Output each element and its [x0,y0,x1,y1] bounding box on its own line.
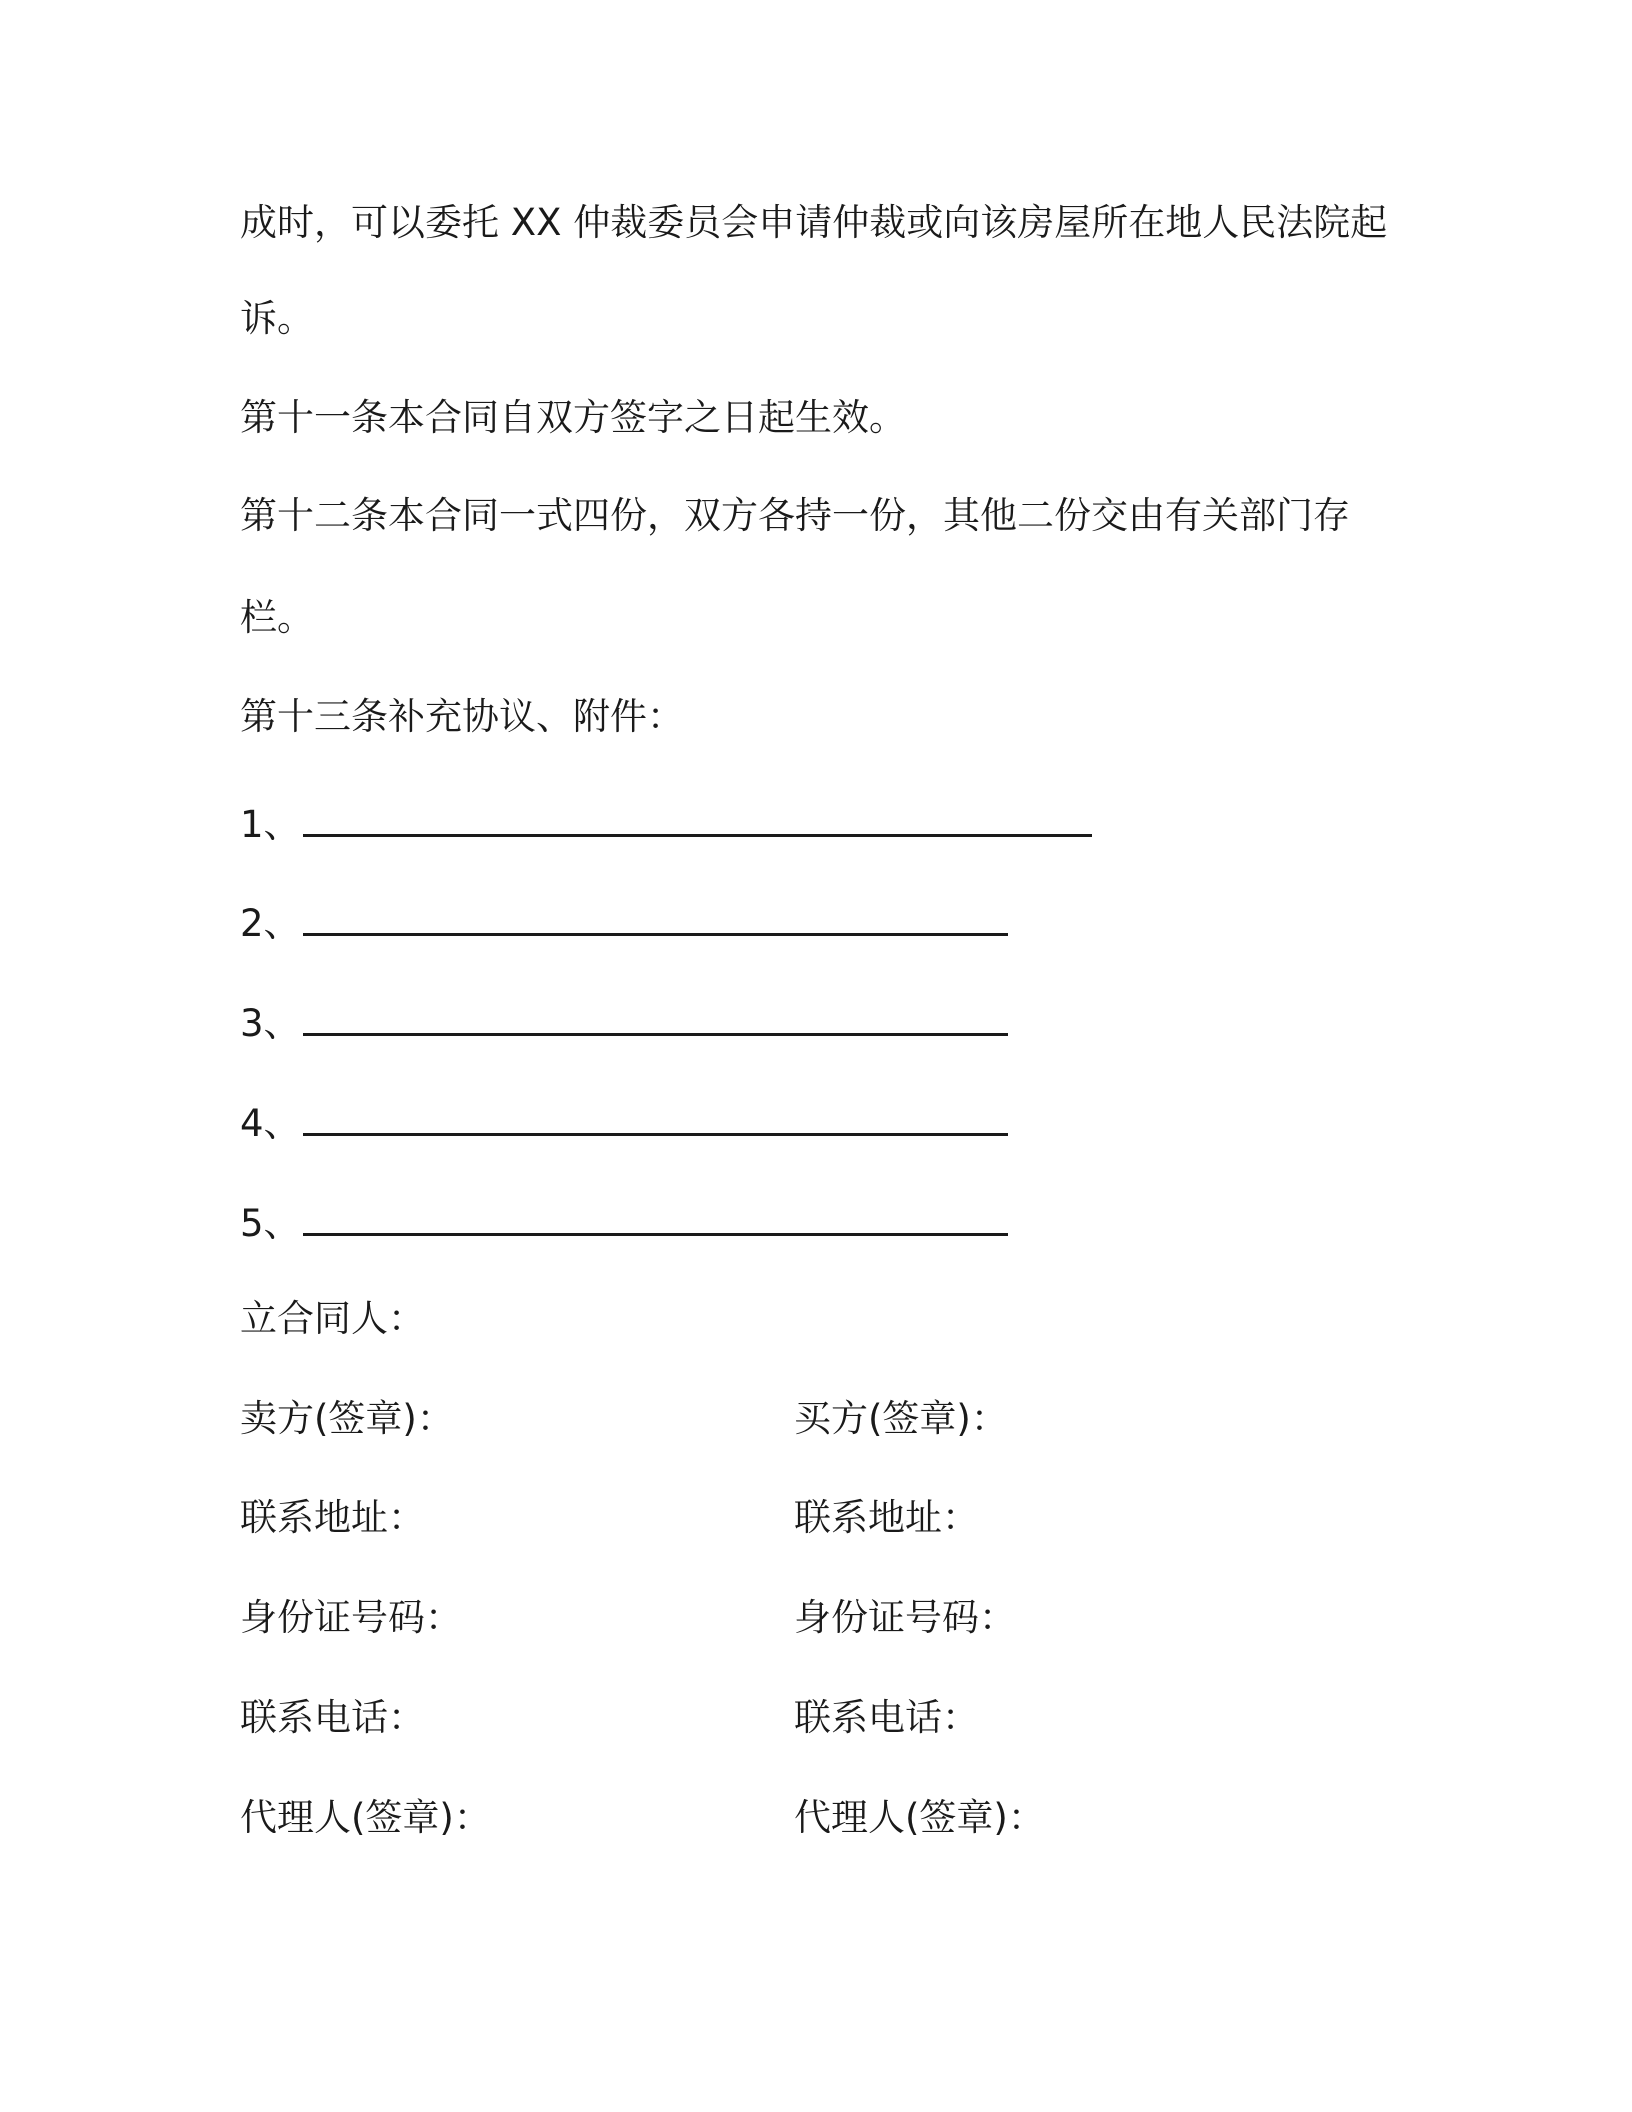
attachment-line-4 [240,1100,1008,1148]
article-13: 第十三条补充协议、附件： [240,695,684,738]
seller-address-label: 联系地址： [240,1496,425,1539]
seller-phone-label: 联系电话： [240,1696,425,1739]
blank-underline [303,804,1092,837]
attachment-number: 3、 [240,1002,301,1045]
attachment-number: 1、 [240,803,301,846]
buyer-agent-label: 代理人(签章)： [794,1796,1045,1839]
blank-underline [303,1103,1008,1136]
attachment-line-5 [240,1200,1008,1248]
attachment-number: 5、 [240,1202,301,1245]
attachment-line-1 [240,801,1092,849]
article-12-line1: 第十二条本合同一式四份，双方各持一份，其他二份交由有关部门存 [240,494,1350,537]
blank-underline [303,1203,1008,1236]
article-12-line2: 栏。 [240,596,314,639]
buyer-phone-label: 联系电话： [794,1696,979,1739]
buyer-id-label: 身份证号码： [794,1596,1016,1639]
seller-sign-label: 卖方(签章)： [240,1397,454,1440]
blank-underline [303,903,1008,936]
buyer-sign-label: 买方(签章)： [794,1397,1008,1440]
paragraph-dispute-line1: 成时，可以委托 XX 仲裁委员会申请仲裁或向该房屋所在地人民法院起 [240,201,1388,244]
attachment-line-2 [240,900,1008,948]
seller-id-label: 身份证号码： [240,1596,462,1639]
signatories-heading: 立合同人： [240,1297,425,1340]
attachment-number: 2、 [240,902,301,945]
seller-agent-label: 代理人(签章)： [240,1796,491,1839]
blank-underline [303,1003,1008,1036]
attachment-line-3 [240,1000,1008,1048]
paragraph-dispute-line2: 诉。 [240,297,314,340]
buyer-address-label: 联系地址： [794,1496,979,1539]
attachment-number: 4、 [240,1102,301,1145]
article-11: 第十一条本合同自双方签字之日起生效。 [240,396,906,439]
